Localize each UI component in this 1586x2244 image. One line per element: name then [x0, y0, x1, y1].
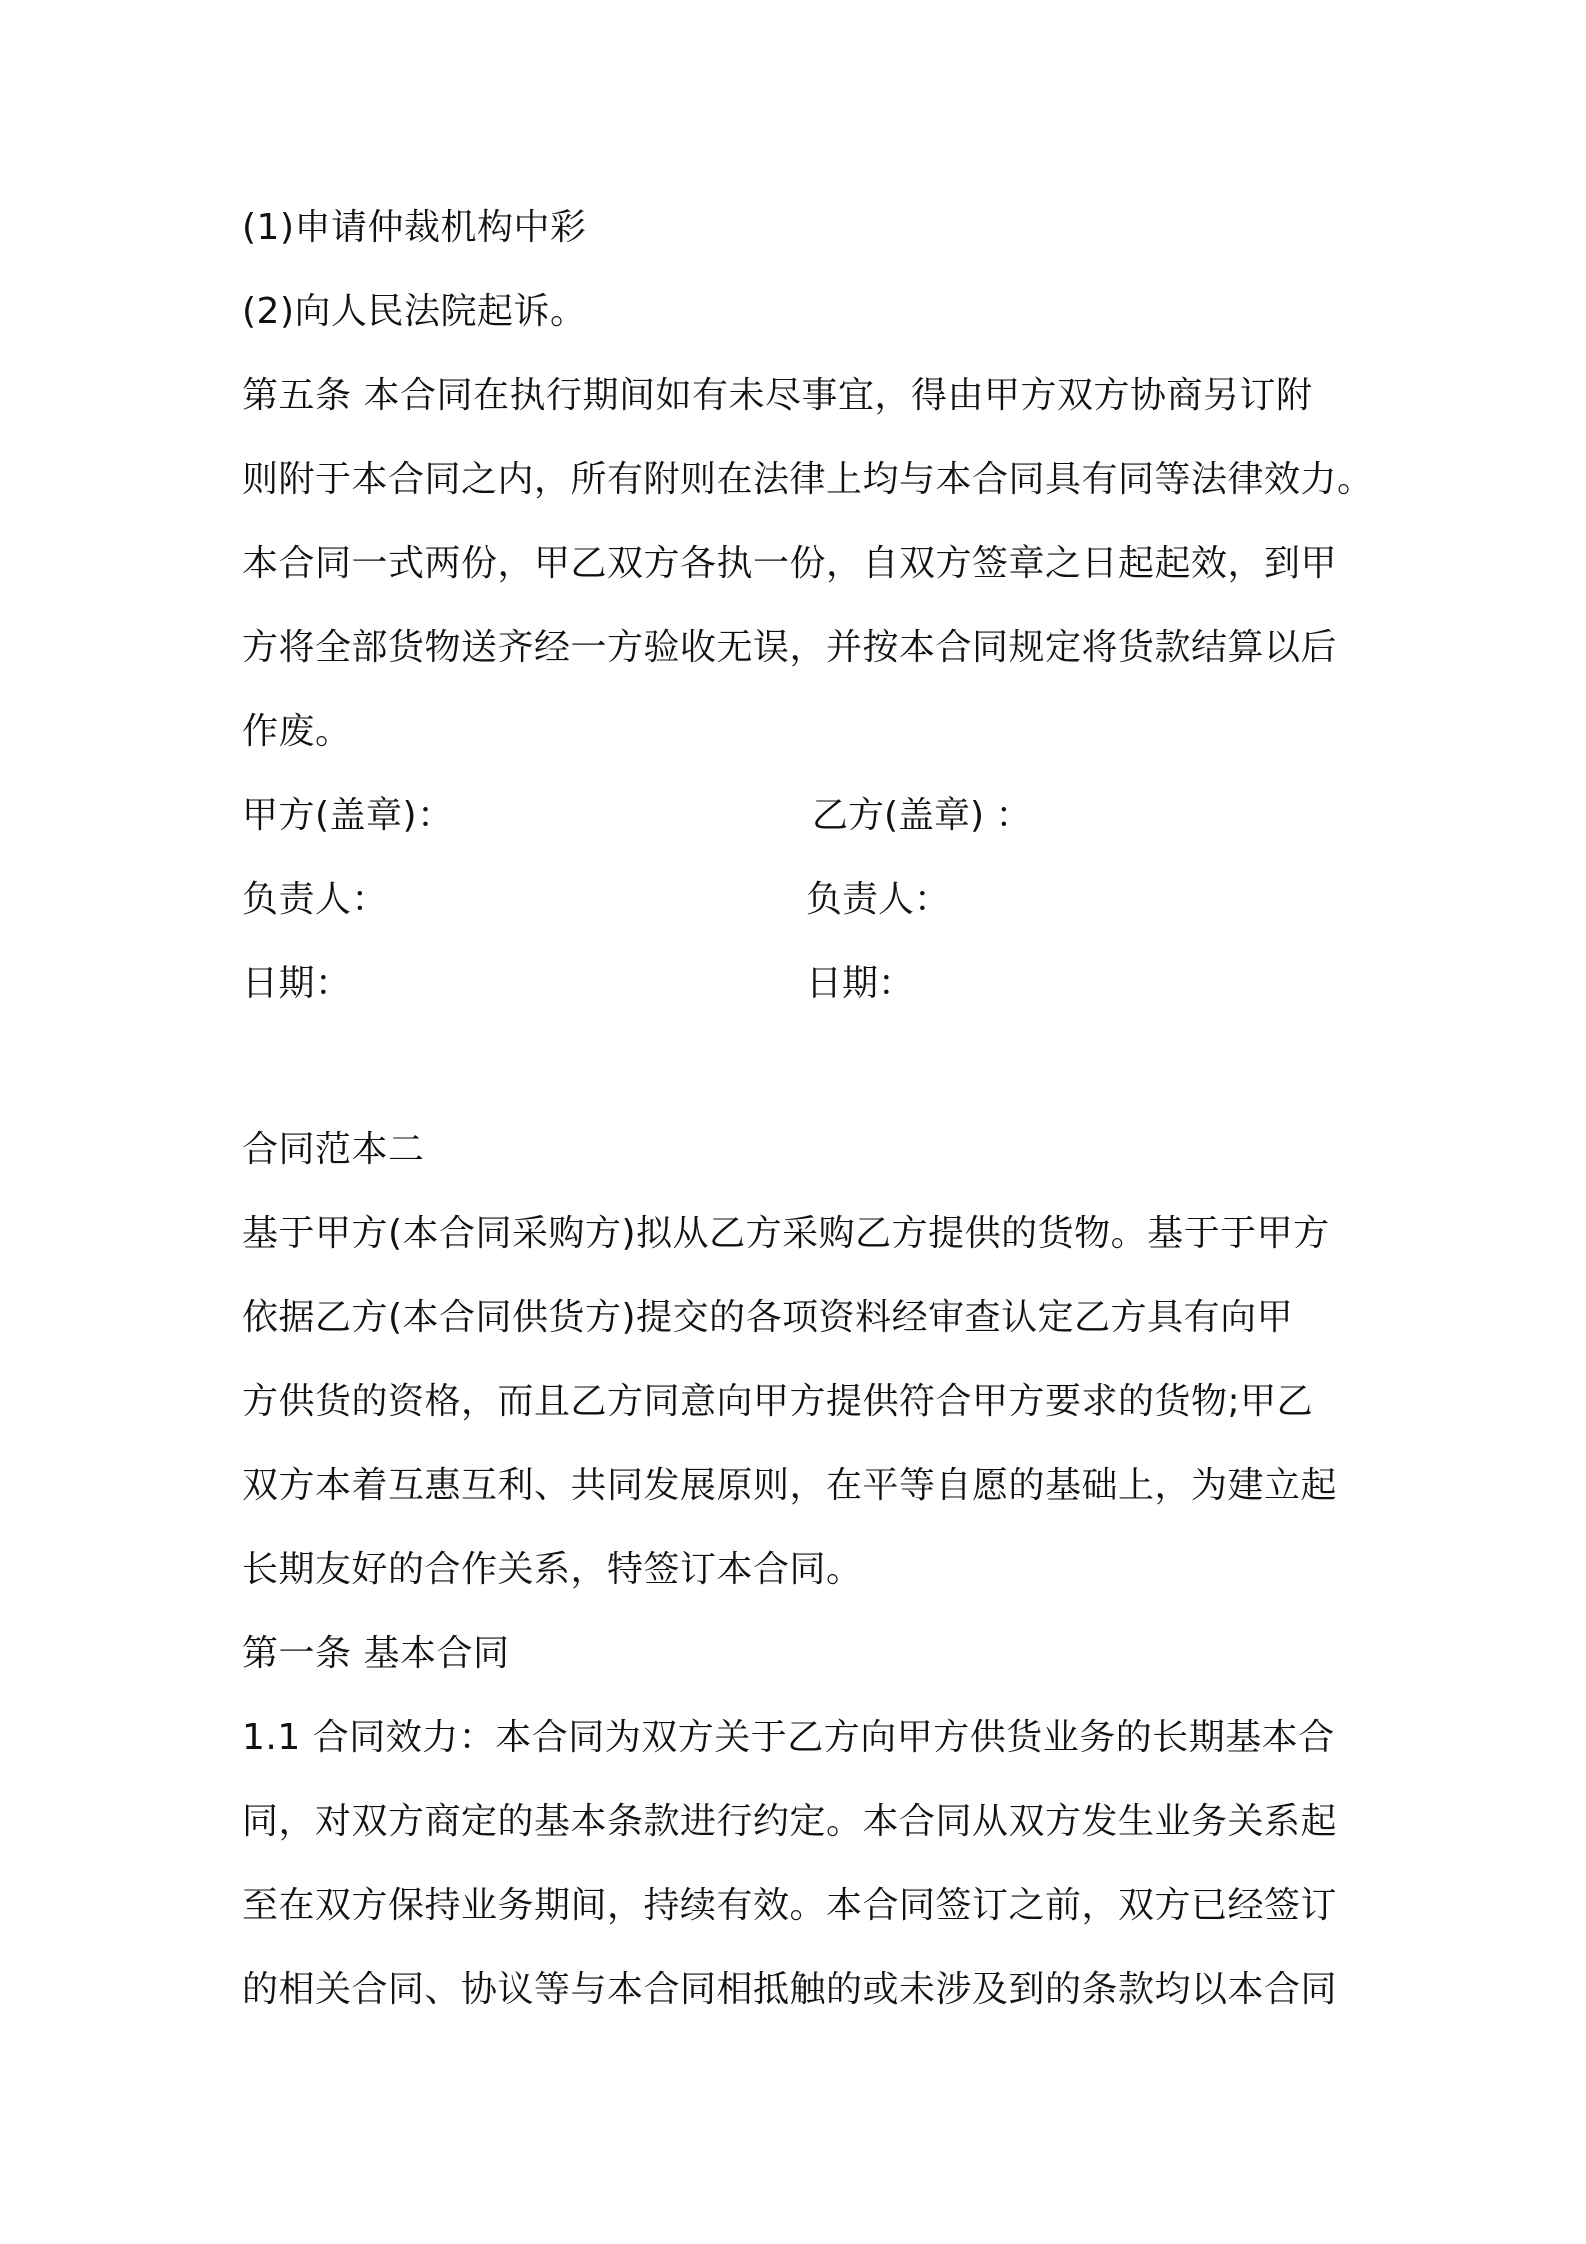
party-b-date-label: 日期：	[806, 963, 915, 1004]
party-b-person-label: 负责人：	[806, 879, 951, 920]
section-title: 合同范本二	[242, 1129, 425, 1170]
preamble-line-2: 依据乙方(本合同供货方)提交的各项资料经审查认定乙方具有向甲	[242, 1297, 1294, 1338]
preamble-line-5: 长期友好的合作关系，特签订本合同。	[242, 1549, 863, 1590]
clause-5-line-5: 作废。	[242, 711, 352, 752]
clause-item-2: (2)向人民法院起诉。	[242, 291, 587, 332]
preamble-line-1: 基于甲方(本合同采购方)拟从乙方采购乙方提供的货物。基于于甲方	[242, 1213, 1330, 1254]
party-a-person-label: 负责人：	[242, 879, 389, 920]
article-1-1-line-3: 至在双方保持业务期间，持续有效。本合同签订之前，双方已经签订	[242, 1885, 1338, 1926]
party-a-seal-label: 甲方(盖章)：	[242, 795, 454, 836]
preamble-line-3: 方供货的资格，而且乙方同意向甲方提供符合甲方要求的货物;甲乙	[242, 1381, 1314, 1422]
article-1-1-line-4: 的相关合同、协议等与本合同相抵触的或未涉及到的条款均以本合同	[242, 1969, 1338, 2010]
article-1-heading: 第一条 基本合同	[242, 1633, 510, 1674]
article-1-1-line-1: 1.1 合同效力：本合同为双方关于乙方向甲方供货业务的长期基本合	[242, 1717, 1335, 1758]
article-1-1-line-2: 同，对双方商定的基本条款进行约定。本合同从双方发生业务关系起	[242, 1801, 1338, 1842]
clause-5-line-4: 方将全部货物送齐经一方验收无误，并按本合同规定将货款结算以后	[242, 627, 1338, 668]
clause-5-line-3: 本合同一式两份，甲乙双方各执一份，自双方签章之日起起效，到甲	[242, 543, 1338, 584]
party-a-date-label: 日期：	[242, 963, 352, 1004]
clause-5-line-1: 第五条 本合同在执行期间如有未尽事宜，得由甲方双方协商另订附	[242, 375, 1313, 416]
clause-item-1: (1)申请仲裁机构中彩	[242, 207, 587, 248]
preamble-line-4: 双方本着互惠互利、共同发展原则，在平等自愿的基础上，为建立起	[242, 1465, 1338, 1506]
clause-5-line-2: 则附于本合同之内，所有附则在法律上均与本合同具有同等法律效力。	[242, 459, 1374, 500]
party-b-seal-label: 乙方(盖章) ：	[812, 795, 1032, 836]
